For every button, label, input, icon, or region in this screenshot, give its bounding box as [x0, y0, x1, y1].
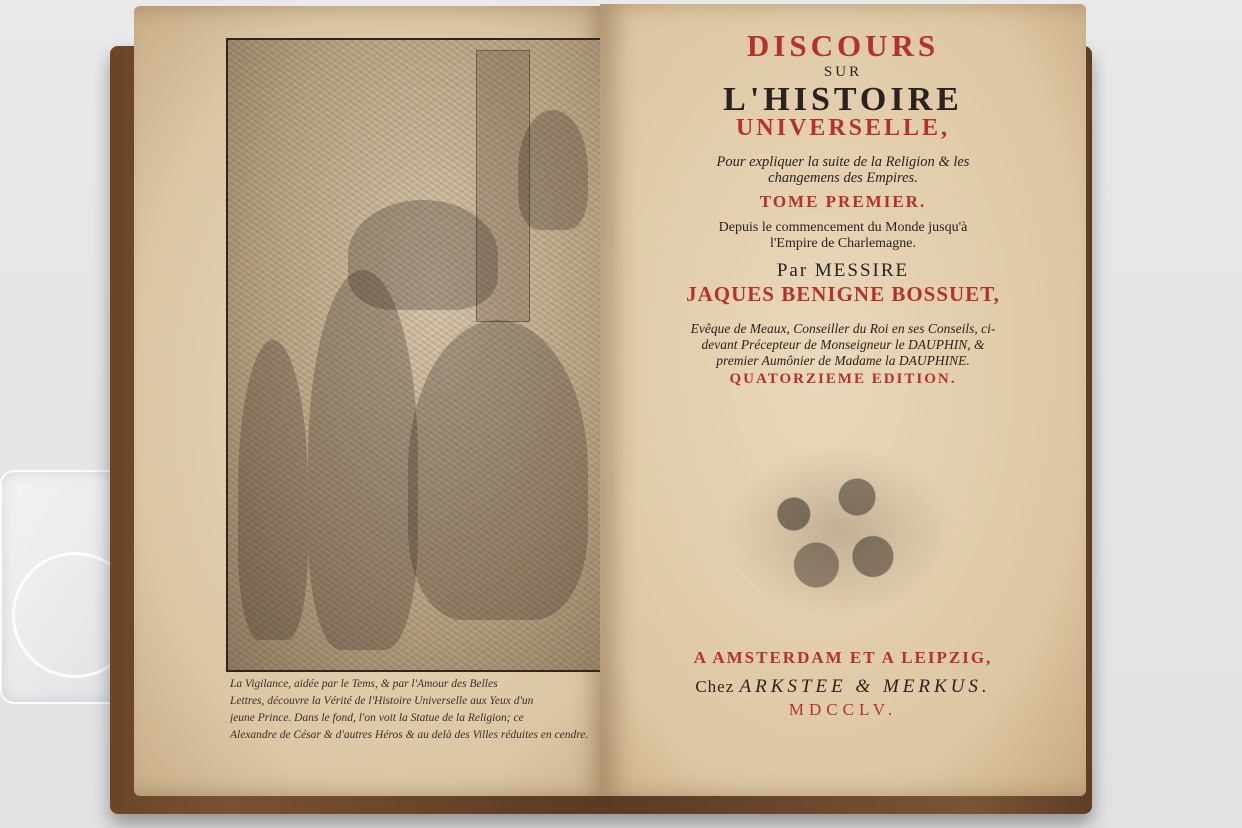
frontispiece-caption [230, 676, 602, 744]
imprint-block [610, 648, 1076, 720]
cherubs-vignette [726, 446, 952, 616]
caption-line: Lettres, découvre la Vérité de l'Histoire Universelle aux Yeux d'un [230, 695, 534, 707]
author-description-line: devant Précepteur de Monseigneur le DAUPHIN, & [701, 337, 985, 352]
title-line-sur: SUR [823, 64, 863, 80]
engraved-figure-truth [408, 320, 588, 620]
caption-line: La Vigilance, aidée par le Tems, & par l'Amour des Belles [230, 678, 498, 690]
scope-line: Depuis le commencement du Monde jusqu'à [718, 220, 968, 235]
imprint-publisher-line [610, 676, 1076, 698]
engraved-figure-prince [238, 340, 308, 640]
author-name: JAQUES BENIGNE BOSSUET, [686, 282, 1000, 306]
subtitle-line: Pour expliquer la suite de la Religion & les [716, 154, 970, 170]
engraved-figure-vigilance [308, 270, 418, 650]
title-line-discours: DISCOURS [746, 28, 940, 63]
title-line-universelle: UNIVERSELLE, [735, 115, 951, 141]
imprint-publisher-prefix: Chez [695, 677, 735, 696]
title-text-block [610, 24, 1076, 388]
volume-label: TOME PREMIER. [759, 192, 927, 211]
title-line-histoire: L'HISTOIRE [723, 81, 963, 118]
caption-line: jeune Prince. Dans le fond, l'on voit la Statue de la Religion; ce [230, 712, 524, 724]
frontispiece-engraving [226, 38, 608, 672]
imprint-year: MDCCLV. [788, 700, 898, 719]
caption-line: Alexandre de César & d'autres Héros & au delà des Villes réduites en cendre. [230, 729, 589, 741]
author-description-line: Evêque de Meaux, Conseiller du Roi en ses Conseils, ci- [690, 321, 996, 336]
scope-line: l'Empire de Charlemagne. [770, 236, 916, 251]
imprint-place: A AMSTERDAM ET A LEIPZIG, [693, 648, 993, 667]
author-description-line: premier Aumônier de Madame la DAUPHINE. [716, 353, 970, 368]
imprint-publisher: ARKSTEE & MERKUS. [739, 676, 991, 697]
subtitle-line: changemens des Empires. [768, 170, 918, 186]
edition-label: QUATORZIEME EDITION. [729, 371, 957, 387]
engraved-figure-time [348, 200, 498, 310]
author-intro: Par MESSIRE [776, 260, 910, 281]
engraved-statue [518, 110, 588, 230]
